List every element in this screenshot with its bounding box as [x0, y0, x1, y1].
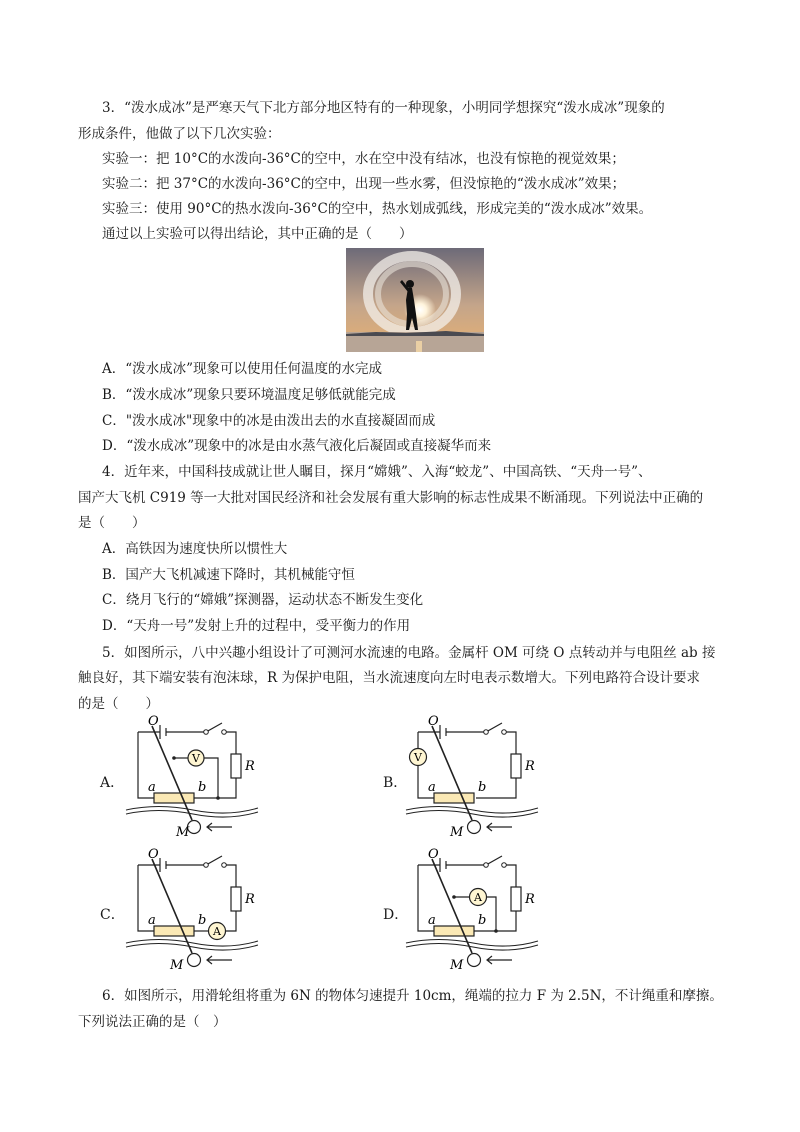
svg-text:M: M: [450, 958, 464, 973]
svg-text:V: V: [192, 752, 200, 765]
svg-text:R: R: [245, 759, 255, 774]
svg-text:O: O: [428, 847, 439, 862]
svg-text:A: A: [213, 925, 221, 938]
svg-text:b: b: [198, 780, 207, 795]
q4-stem-line2: 国产大飞机 C919 等一大批对国民经济和社会发展有重大影响的标志性成果不断涌现。下列说法中正确的: [78, 490, 704, 506]
q3-experiment-3: 实验三：使用 90°C的热水泼向-36°C的空中，热水划成弧线，形成完美的“泼水成冰”效果。: [102, 201, 653, 217]
q3-option-c: C．"泼水成冰"现象中的冰是由泼出去的水直接凝固而成: [102, 413, 436, 429]
circuit-b-diagram: [398, 712, 548, 842]
circuit-d-label: D．: [383, 907, 409, 923]
q6-stem-line2: 下列说法正确的是（ ）: [78, 1014, 227, 1030]
circuit-a-label: A．: [100, 775, 125, 791]
svg-text:a: a: [428, 780, 436, 795]
svg-text:a: a: [148, 780, 156, 795]
svg-text:M: M: [176, 825, 190, 840]
svg-text:O: O: [428, 714, 439, 729]
svg-text:O: O: [148, 847, 159, 862]
q4-stem-line3: 是（ ）: [78, 515, 146, 531]
q3-option-b: B．“泼水成冰”现象只要环境温度足够低就能完成: [102, 387, 396, 403]
q3-experiment-2: 实验二：把 37°C的水泼向-36°C的空中，出现一些水雾，但没惊艳的“泼水成冰”效果；: [102, 176, 626, 192]
q5-stem-line1: 5．如图所示，八中兴趣小组设计了可测河水流速的电路。金属杆 OM 可绕 O 点转动并与电阻丝 ab 接: [102, 645, 716, 661]
circuit-c-label: C．: [100, 907, 125, 923]
q4-option-c: C．绕月飞行的“嫦娥”探测器，运动状态不断发生变化: [102, 592, 424, 608]
q3-stem-line2: 形成条件，他做了以下几次实验：: [78, 126, 281, 142]
svg-text:M: M: [170, 958, 184, 973]
svg-text:R: R: [245, 892, 255, 907]
splash-ice-photo: [346, 248, 484, 352]
svg-text:b: b: [478, 913, 487, 928]
q3-question: 通过以上实验可以得出结论，其中正确的是（ ）: [102, 226, 413, 242]
q3-stem-line1: 3．“泼水成冰”是严寒天气下北方部分地区特有的一种现象，小明同学想探究“泼水成冰”现象的: [102, 100, 665, 116]
q4-option-d: D．“天舟一号”发射上升的过程中，受平衡力的作用: [102, 618, 411, 634]
svg-text:a: a: [148, 913, 156, 928]
svg-text:b: b: [478, 780, 487, 795]
q4-stem-line1: 4．近年来，中国科技成就让世人瞩目，探月“嫦娥”、入海“蛟龙”、中国高铁、“天舟一号”、: [102, 464, 652, 480]
q5-stem-line2: 触良好，其下端安装有泡沫球，R 为保护电阻，当水流速度向左时电表示数增大。下列电路符合设计要求: [78, 670, 700, 686]
q4-option-a: A．高铁因为速度快所以惯性大: [102, 541, 288, 557]
svg-text:M: M: [450, 825, 464, 840]
q5-stem-line3: 的是（ ）: [78, 696, 159, 712]
svg-text:a: a: [428, 913, 436, 928]
svg-text:b: b: [198, 913, 207, 928]
svg-text:A: A: [474, 891, 482, 904]
q3-option-a: A．“泼水成冰”现象可以使用任何温度的水完成: [102, 361, 383, 377]
q6-stem-line1: 6．如图所示，用滑轮组将重为 6N 的物体匀速提升 10cm，绳端的拉力 F 为 2.5N，不计绳重和摩擦。: [102, 988, 723, 1004]
circuit-b-label: B．: [383, 775, 408, 791]
circuit-c-diagram: [118, 845, 268, 975]
q3-option-d: D．“泼水成冰”现象中的冰是由水蒸气液化后凝固或直接凝华而来: [102, 438, 492, 454]
q3-experiment-1: 实验一：把 10°C的水泼向-36°C的空中，水在空中没有结冰，也没有惊艳的视觉效果；: [102, 151, 625, 167]
svg-text:R: R: [525, 759, 535, 774]
q4-option-b: B．国产大飞机减速下降时，其机械能守恒: [102, 567, 355, 583]
circuit-d-diagram: [398, 845, 548, 975]
svg-text:R: R: [525, 892, 535, 907]
svg-text:V: V: [414, 751, 422, 764]
svg-text:O: O: [148, 714, 159, 729]
circuit-a-diagram: [118, 712, 268, 842]
